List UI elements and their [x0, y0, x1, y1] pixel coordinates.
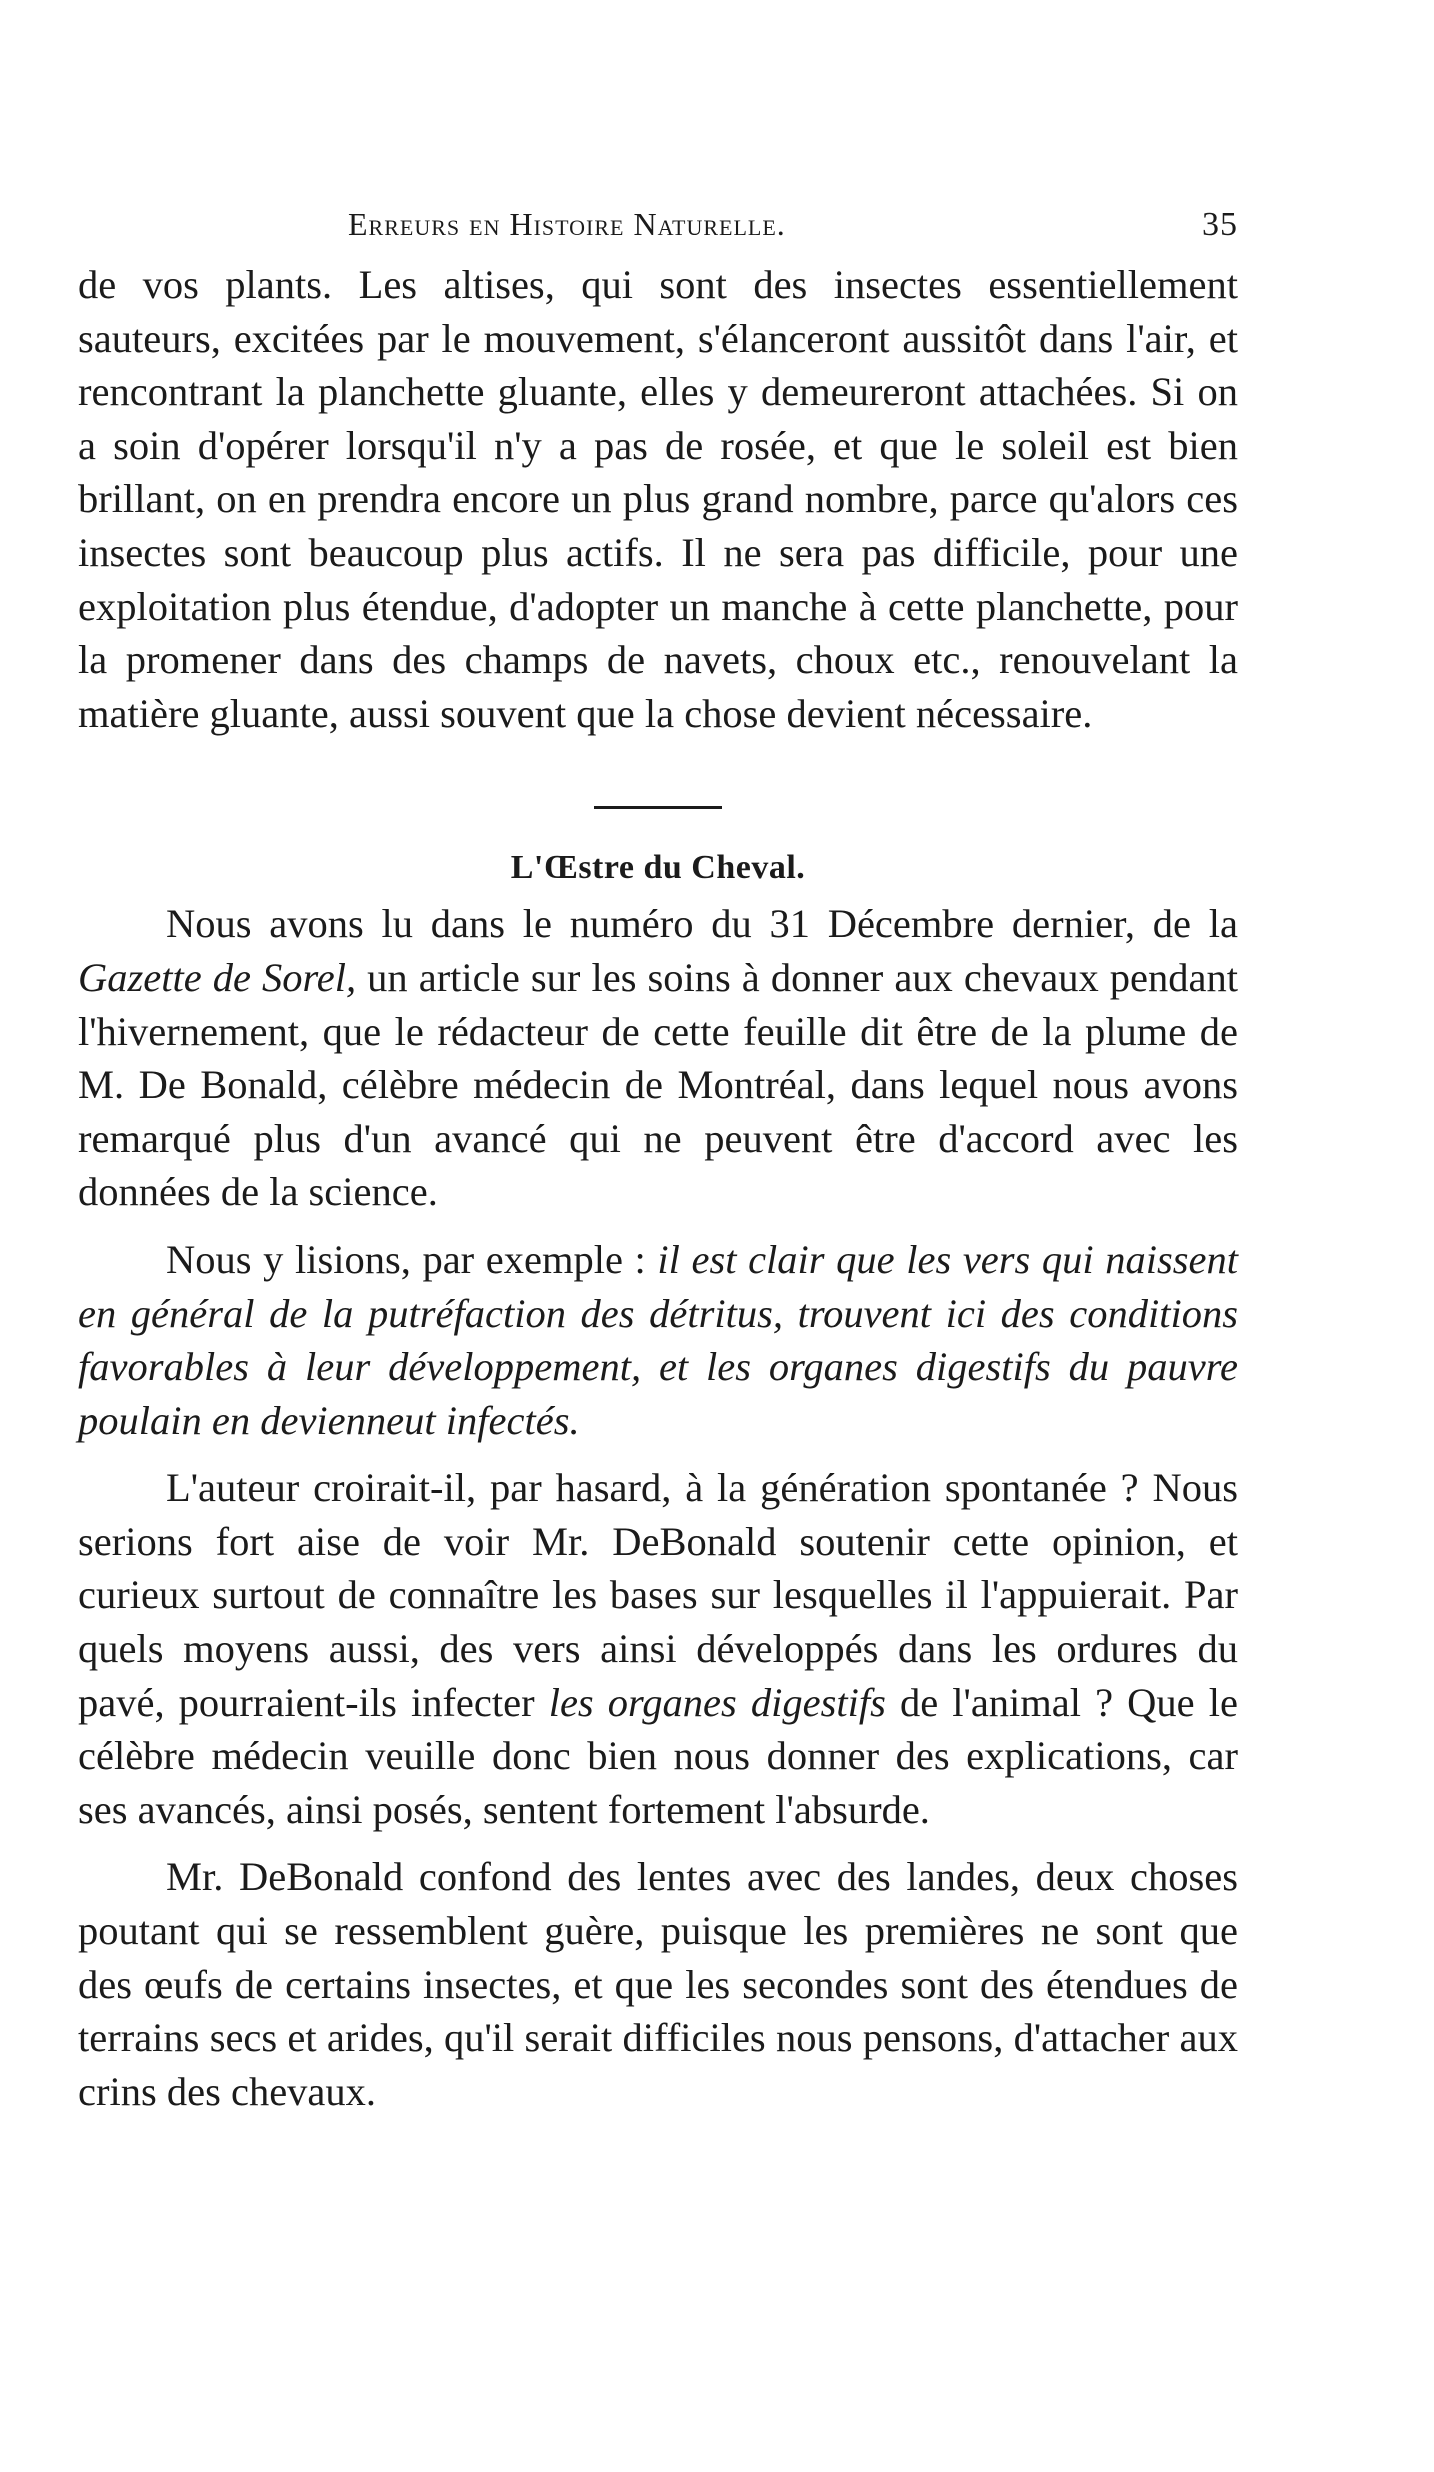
section-divider [594, 806, 722, 809]
paragraph-text: un article sur les soins à donner aux chevaux pendant l'hivernement, que le rédacteur de cette feuille dit être de la plume de M. De Bonald, célèbre médecin de Montréal, dans lequel nous avons remarqué plus d'un avancé qui ne peuvent être d'accord avec les données de la science. [78, 954, 1238, 1215]
page-number: 35 [1202, 206, 1238, 243]
section-title: L'Œstre du Cheval. [510, 849, 806, 887]
paragraph-text: Nous avons lu dans le numéro du 31 Décembre dernier, de la [166, 901, 1238, 947]
paragraph-gazette [78, 897, 1238, 1219]
running-header [78, 190, 1238, 250]
paragraph-text: de l'animal ? Que le célèbre médecin veuille donc bien nous donner des explications, car ses avancés, ainsi posés, sentent fortement l'absurde. [78, 1679, 1238, 1832]
paragraph-quote [78, 1233, 1238, 1447]
newspaper-title: Gazette de Sorel, [78, 954, 357, 1000]
paragraph-continued: de vos plants. Les altises, qui sont des insectes essentiellement sauteurs, excitées par le mouvement, s'élanceront aussitôt dans l'air, et rencontrant la planchette gluante, elles y demeureront attachées. Si on a soin d'opérer lorsqu'il n'y a pas de rosée, et que le soleil est bien brillant, on en prendra encore un plus grand nombre, parce qu'alors ces insectes sont beaucoup plus actifs. Il ne sera pas difficile, pour une exploitation plus étendue, d'adopter un manche à cette planchette, pour la promener dans des champs de navets, choux etc., renouvelant la matière gluante, aussi souvent que la chose devient nécessaire. [78, 262, 1238, 736]
paragraph-text: L'auteur croirait-il, par hasard, à la génération spontanée ? Nous serions fort aise de voir Mr. DeBonald soutenir cette opinion, et curieux surtout de connaître les bases sur lesquelles il l'appuierait. Par quels moyens aussi, des vers ainsi développés dans les ordures du pavé, pourraient-ils infecter [78, 1465, 1238, 1725]
paragraph-lentes: Mr. DeBonald confond des lentes avec des landes, deux choses poutant qui se ressemblent guère, puisque les premières ne sont que des œufs de certains insectes, et que les secondes sont des étendues de terrains secs et arides, qu'il serait difficiles nous pensons, d'attacher aux crins des chevaux. [78, 1854, 1238, 2114]
book-page [78, 190, 1238, 2118]
paragraph-text: Nous y lisions, par exemple : [166, 1236, 658, 1282]
running-title: Erreurs en Histoire Naturelle. [348, 206, 786, 242]
quoted-text: il est clair que les vers qui naissent en général de la putréfaction des détritus, trouvent ici des conditions favorables à leur développement, et les organes digestifs du pauvre poulain en devienneut infectés. [78, 1236, 1238, 1443]
paragraph-generation [78, 1461, 1238, 1836]
emphasized-text: les organes digestifs [548, 1679, 886, 1725]
